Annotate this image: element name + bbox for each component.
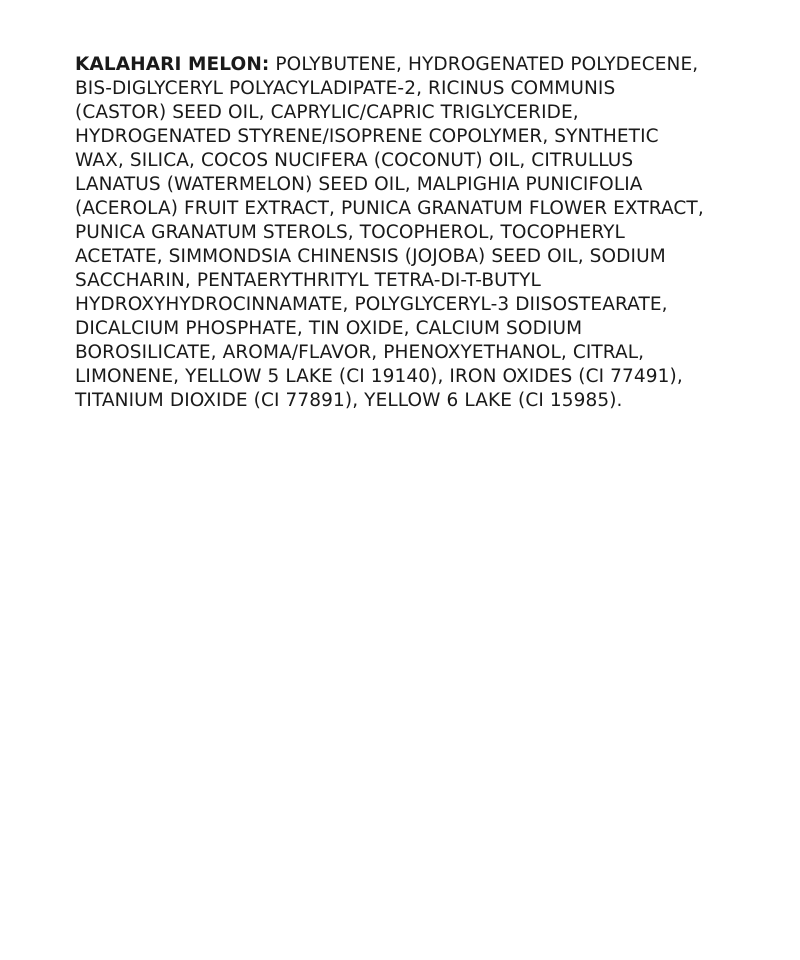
ingredients-line-15: TITANIUM DIOXIDE (CI 77891), YELLOW 6 LAKE (CI 15985). (75, 390, 623, 411)
ingredients-line-5: WAX, SILICA, COCOS NUCIFERA (COCONUT) OIL, CITRULLUS (75, 150, 634, 171)
ingredients-line-3: (CASTOR) SEED OIL, CAPRYLIC/CAPRIC TRIGLYCERIDE, (75, 102, 579, 123)
ingredients-line-1 (75, 53, 735, 77)
ingredients-line-10: SACCHARIN, PENTAERYTHRITYL TETRA-DI-T-BUTYL (75, 270, 541, 291)
ingredients-line-8: PUNICA GRANATUM STEROLS, TOCOPHEROL, TOCOPHERYL (75, 222, 625, 243)
ingredients-line-13: BOROSILICATE, AROMA/FLAVOR, PHENOXYETHANOL, CITRAL, (75, 342, 645, 363)
ingredients-list (75, 53, 735, 413)
ingredients-line-11: HYDROXYHYDROCINNAMATE, POLYGLYCERYL-3 DIISOSTEARATE, (75, 294, 668, 315)
ingredients-line-14: LIMONENE, YELLOW 5 LAKE (CI 19140), IRON OXIDES (CI 77491), (75, 366, 683, 387)
ingredients-text: POLYBUTENE, HYDROGENATED POLYDECENE, (269, 54, 699, 75)
ingredients-line-2: BIS-DIGLYCERYL POLYACYLADIPATE-2, RICINUS COMMUNIS (75, 78, 616, 99)
ingredients-line-6: LANATUS (WATERMELON) SEED OIL, MALPIGHIA PUNICIFOLIA (75, 174, 643, 195)
shade-name: KALAHARI MELON: (75, 54, 270, 75)
ingredients-line-9: ACETATE, SIMMONDSIA CHINENSIS (JOJOBA) SEED OIL, SODIUM (75, 246, 666, 267)
ingredients-line-4: HYDROGENATED STYRENE/ISOPRENE COPOLYMER, SYNTHETIC (75, 126, 659, 147)
ingredients-line-7: (ACEROLA) FRUIT EXTRACT, PUNICA GRANATUM FLOWER EXTRACT, (75, 198, 704, 219)
ingredients-line-12: DICALCIUM PHOSPHATE, TIN OXIDE, CALCIUM SODIUM (75, 318, 583, 339)
